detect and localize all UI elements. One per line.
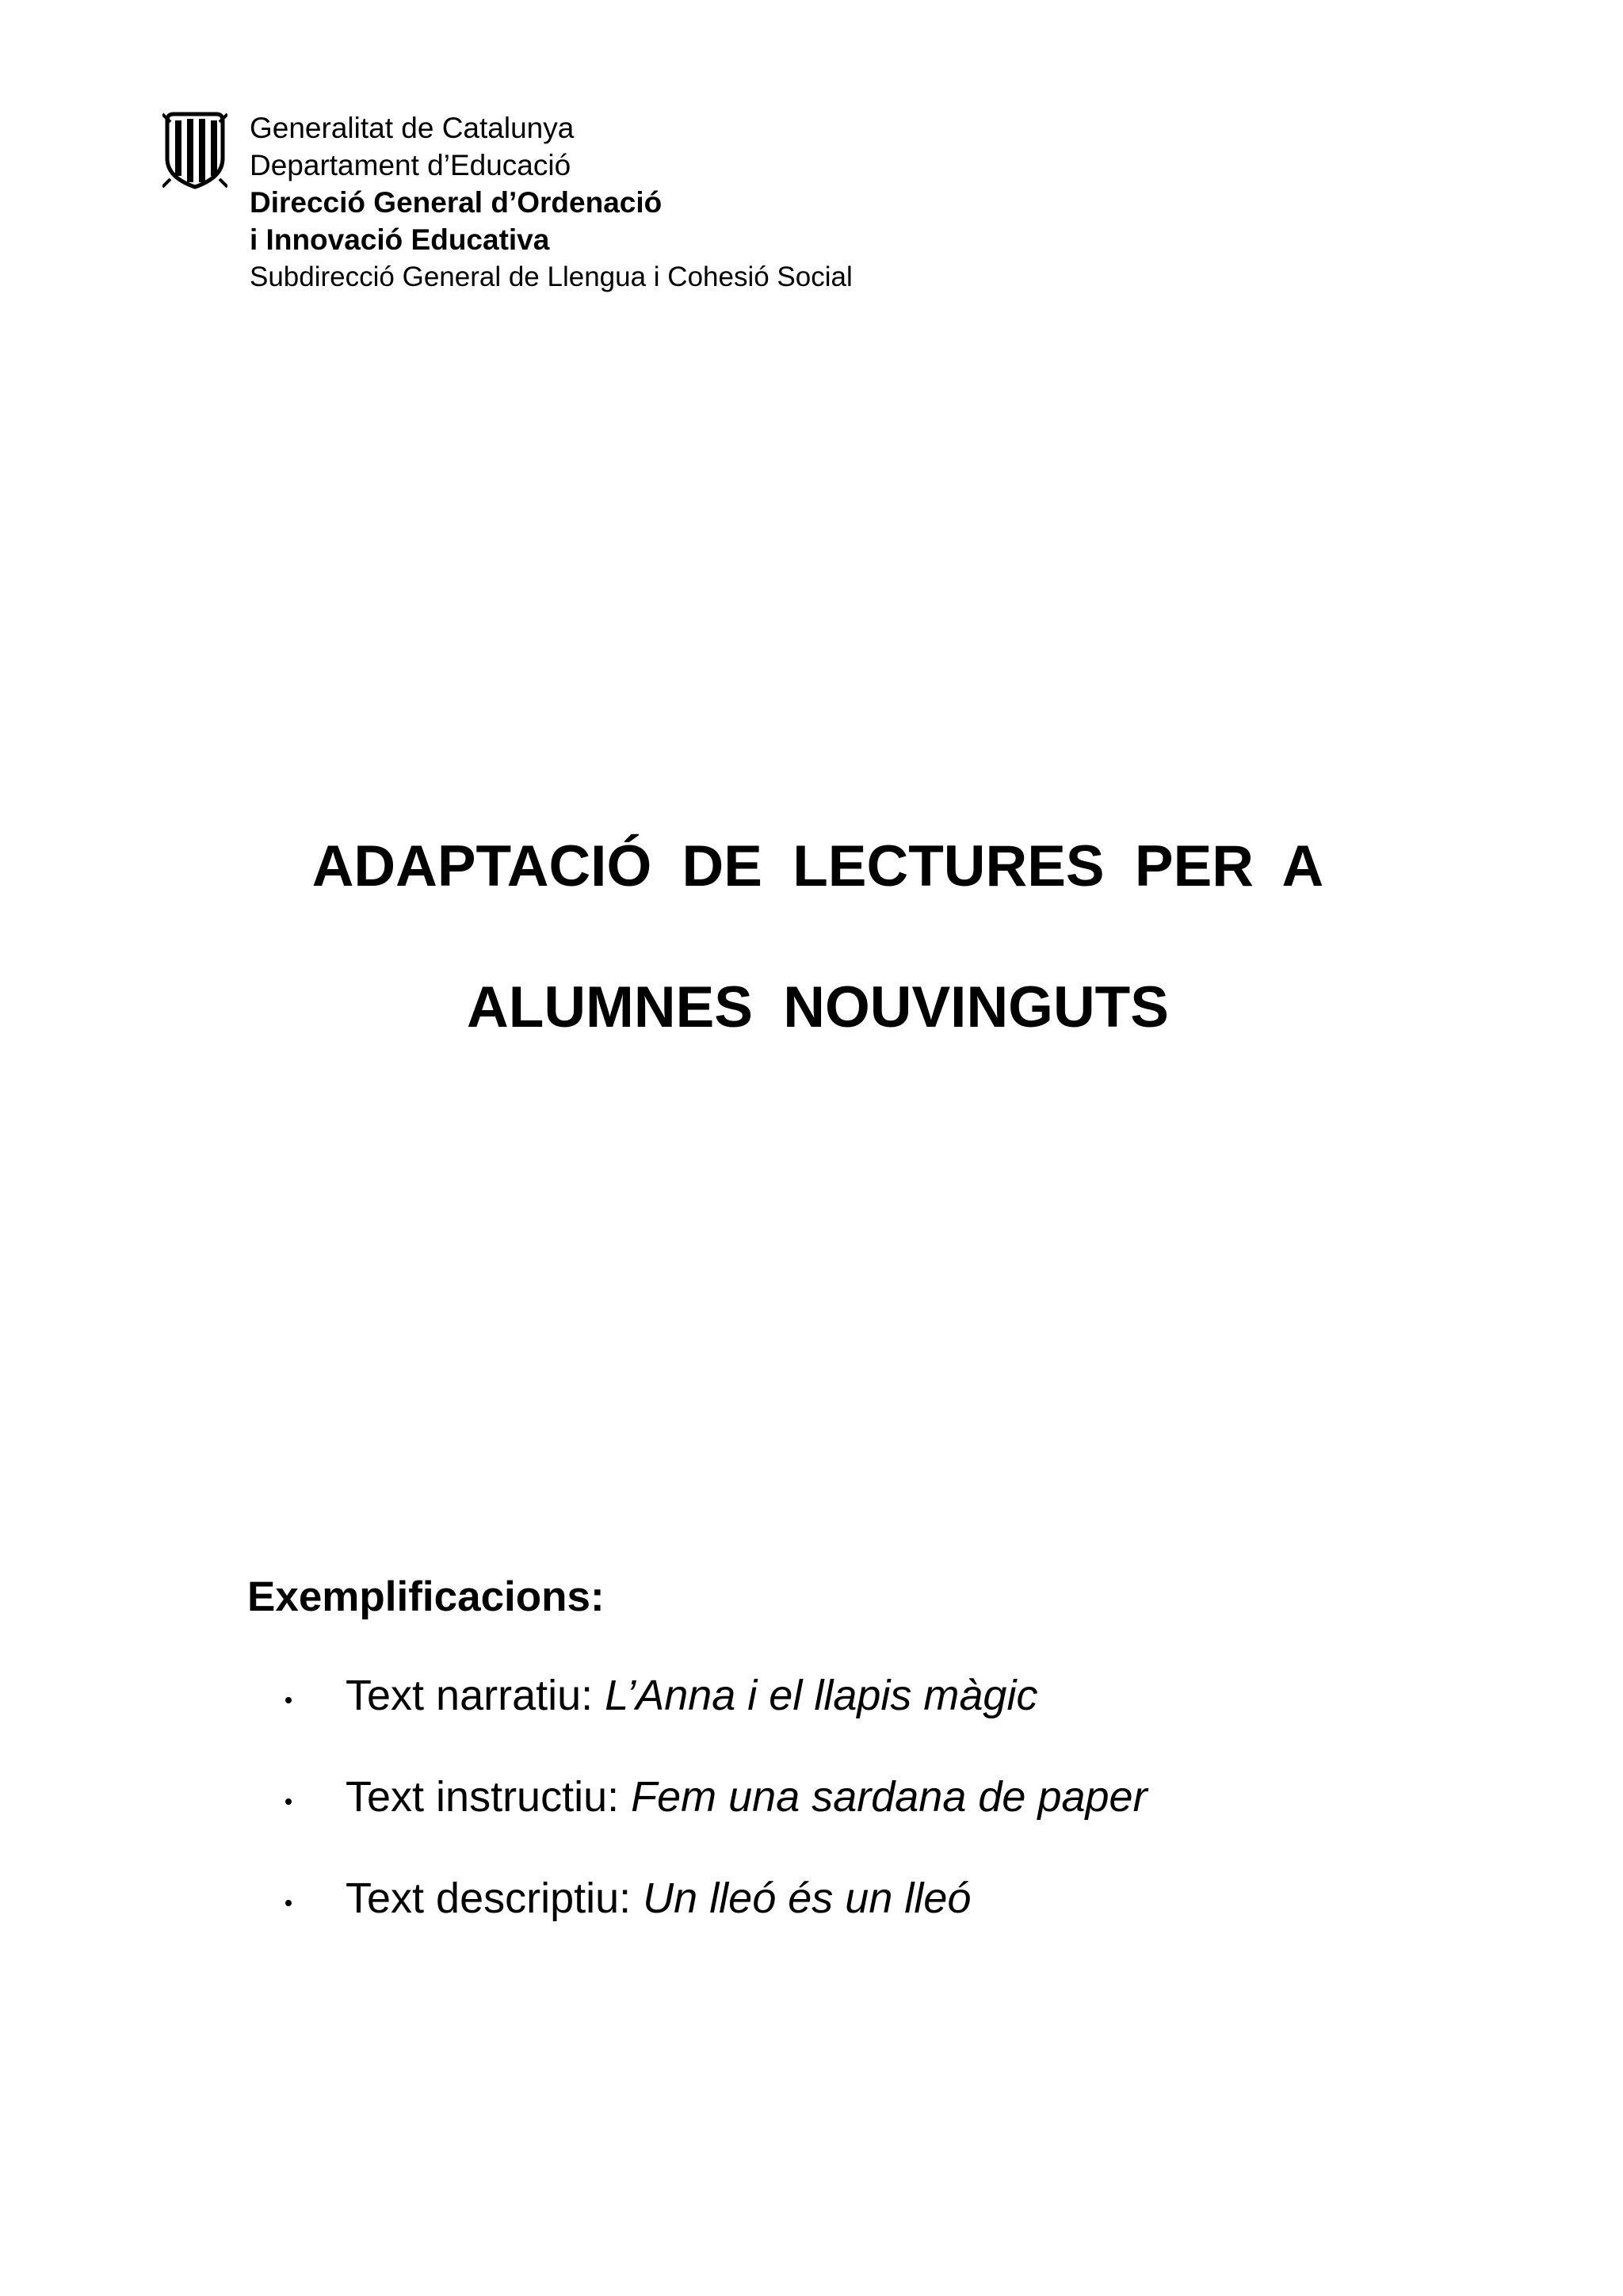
text-title: L’Anna i el llapis màgic — [605, 1672, 1038, 1719]
department-name: Departament d’Educació — [250, 149, 571, 181]
letterhead — [162, 109, 853, 296]
directorate-name-line1: Direcció General d’Ordenació — [250, 186, 663, 219]
generalitat-coat-of-arms-icon — [162, 111, 227, 190]
document-title-line1: ADAPTACIÓ DE LECTURES PER A — [311, 834, 1324, 898]
list-item-text — [346, 1772, 1148, 1822]
list-item-text — [346, 1873, 971, 1924]
directorate-name-line2: i Innovació Educativa — [250, 223, 550, 256]
bullet-icon — [285, 1697, 292, 1703]
letterhead-text — [250, 109, 853, 296]
list-item-text — [346, 1670, 1037, 1721]
text-title: Fem una sardana de paper — [631, 1773, 1148, 1821]
text-type-label: Text instructiu: — [346, 1773, 632, 1821]
examples-heading: Exemplificacions: — [247, 1573, 605, 1620]
text-type-label: Text narratiu: — [346, 1672, 605, 1719]
government-name: Generalitat de Catalunya — [250, 112, 575, 144]
bullet-icon — [285, 1900, 292, 1906]
document-title-line2: ALUMNES NOUVINGUTS — [467, 975, 1169, 1039]
text-type-label: Text descriptiu: — [346, 1875, 643, 1922]
text-title: Un lleó és un lleó — [643, 1875, 972, 1922]
bullet-icon — [285, 1798, 292, 1805]
subdirectorate-name: Subdirecció General de Llengua i Cohesió Social — [250, 261, 853, 292]
